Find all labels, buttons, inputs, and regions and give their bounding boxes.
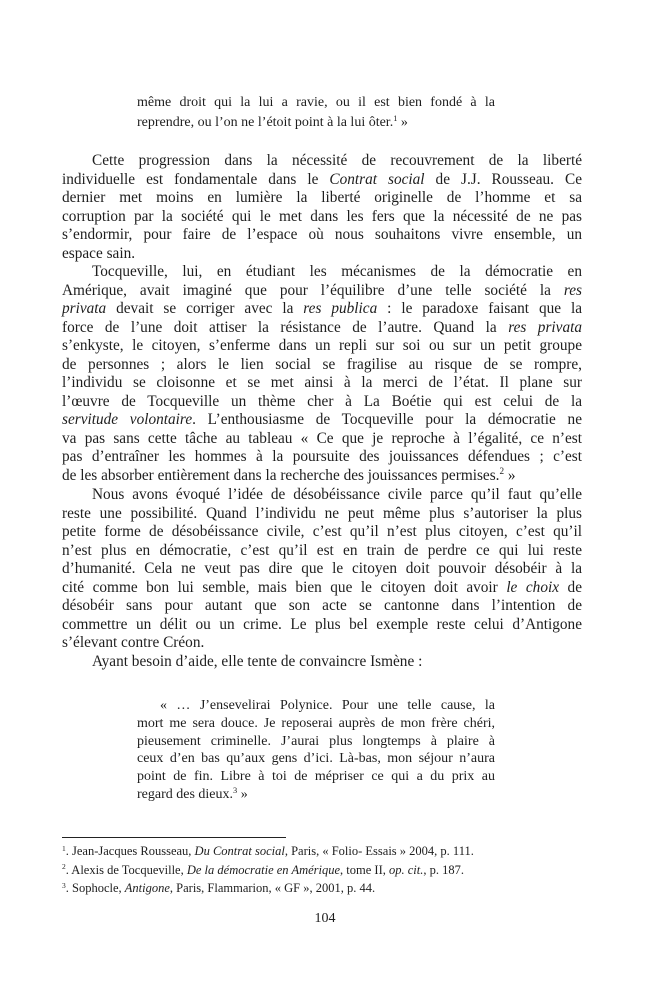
text-segment: Ayant besoin d’aide, elle tente de convaincre Ismène : <box>92 652 423 670</box>
text-segment: devait se corriger avec la <box>106 300 304 317</box>
quote-line <box>137 93 495 113</box>
footnotes <box>62 843 622 899</box>
text-segment: s’élevant contre Créon. <box>62 634 205 651</box>
text-segment: Amérique, avait imaginé que pour l’équilibre d’une telle société la <box>62 281 564 299</box>
footnote-marker: 1 <box>393 113 398 123</box>
paragraph-line <box>62 226 582 245</box>
footnote-marker: 3 <box>62 880 66 890</box>
paragraph-line <box>62 616 582 635</box>
quote-line <box>137 113 495 134</box>
paragraph-line <box>62 634 582 653</box>
text-segment: : le paradoxe faisant que la <box>377 300 582 317</box>
text-segment: s’enkyste, le citoyen, s’enferme dans un repli sur soi ou sur un petit groupe <box>62 337 582 354</box>
body-text <box>62 152 582 671</box>
text-segment: ceux d’en bas qu’aux gens d’ici. Là-bas, mon séjour n’aura <box>137 751 495 767</box>
quote-line <box>137 733 495 751</box>
quote-line <box>137 750 495 768</box>
text-segment: , Paris, « Folio- Essais » 2004, p. 111. <box>284 844 474 858</box>
text-segment: cité comme bon lui semble, mais bien que le citoyen doit avoir <box>62 578 507 596</box>
footnote-marker: 1 <box>62 843 66 853</box>
text-segment: n’est plus en démocratie, c’est qu’il est en train de perdre ce qui lui reste <box>62 541 582 559</box>
paragraph-line <box>62 411 582 430</box>
paragraph-line <box>62 374 582 393</box>
page-number: 104 <box>314 911 336 926</box>
quote-line <box>137 715 495 733</box>
italic-text: res publica <box>303 300 378 317</box>
text-segment: reste une possibilité. Quand l’individu ne peut même plus s’autoriser la plus <box>62 504 582 522</box>
paragraph-line <box>62 505 582 524</box>
text-segment: désobéir sans pour autant que son acte se cantonne dans l’intention de <box>62 597 582 614</box>
text-segment: de personnes ; alors le lien social se fragilise au risque de se rompre, <box>62 355 582 373</box>
text-segment: corruption par la société qui le met dans les fers que la nécessité de ne pas <box>62 207 582 225</box>
footnote <box>62 880 622 899</box>
text-segment: « … J’ensevelirai Polynice. Pour une telle cause, la <box>160 698 495 713</box>
text-segment: individuelle est fondamentale dans le <box>62 170 330 188</box>
footnote <box>62 843 622 862</box>
paragraph-line <box>62 597 582 616</box>
paragraph-line <box>62 245 582 264</box>
text-segment: Tocqueville, lui, en étudiant les mécanismes de la démocratie en <box>92 263 582 280</box>
italic-text: Du Contrat social <box>194 844 285 858</box>
text-segment: Cette progression dans la nécessité de recouvrement de la liberté <box>92 152 582 169</box>
paragraph-line <box>62 263 582 282</box>
italic-text: De la démocratie en Amérique <box>186 862 341 877</box>
text-segment: dernier met moins en lumière la liberté originelle de l’homme et sa <box>62 189 582 206</box>
block-quote-antigone <box>137 697 495 805</box>
text-segment: force de l’une doit attiser la résistance de l’autre. Quand la <box>62 318 509 336</box>
text-segment: Nous avons évoqué l’idée de désobéissance civile parce qu’il faut qu’elle <box>92 486 582 503</box>
paragraph-line <box>62 467 582 487</box>
text-segment: va pas sans cette tâche au tableau « Ce que je reproche à l’égalité, ce n’est <box>62 429 582 447</box>
paragraph-line <box>62 152 582 171</box>
paragraph-line <box>62 430 582 449</box>
paragraph-line <box>62 208 582 227</box>
paragraph-line <box>62 300 582 319</box>
paragraph-line <box>62 486 582 505</box>
paragraph-line <box>62 337 582 356</box>
paragraph-line <box>62 282 582 301</box>
footnote-marker: 3 <box>233 786 238 796</box>
text-segment: , p. 187. <box>423 862 464 877</box>
text-segment: de <box>559 578 582 596</box>
text-segment: » <box>397 114 408 130</box>
text-segment: reprendre, ou l’on ne l’étoit point à la lui ôter. <box>137 114 394 130</box>
paragraph-line <box>62 542 582 561</box>
paragraph-line <box>62 189 582 208</box>
italic-text: res <box>563 281 582 299</box>
italic-text: op. cit. <box>389 862 424 877</box>
quote-line <box>137 768 495 786</box>
text-segment: mort me sera douce. Je reposerai auprès de mon frère chéri, <box>137 715 495 731</box>
footnote-marker: 2 <box>62 862 66 872</box>
text-segment: de les absorber entièrement dans la recherche des jouissances permises. <box>62 466 500 484</box>
text-segment: l’œuvre de Tocqueville un thème cher à La Boétie qui est celui de la <box>62 392 582 410</box>
text-segment: regard des dieux. <box>137 786 234 802</box>
paragraph-line <box>62 448 582 467</box>
quote-line <box>137 697 495 715</box>
italic-text: privata <box>62 300 107 317</box>
text-segment: . L’enthousiasme de Tocqueville pour la démocratie ne <box>192 411 582 428</box>
text-segment: même droit qui la lui a ravie, ou il est bien fondé à la <box>137 95 495 110</box>
text-segment: point de fin. Libre à toi de mépriser ce qui a du prix au <box>137 769 495 785</box>
text-segment: commettre un délit ou un crime. Le plus bel exemple reste celui d’Antigone <box>62 615 582 633</box>
paragraph-line <box>62 393 582 412</box>
italic-text: servitude volontaire <box>62 411 193 428</box>
paragraph-line <box>62 653 582 672</box>
text-segment: . Alexis de Tocqueville, <box>65 862 187 877</box>
italic-text: Antigone <box>124 881 170 895</box>
text-segment: petite forme de désobéissance civile, c’est qu’il n’est plus citoyen, c’est qu’il <box>62 523 582 540</box>
text-segment: » <box>237 786 248 802</box>
text-segment: . Sophocle, <box>65 881 125 895</box>
paragraph-line <box>62 579 582 598</box>
text-segment: , Paris, Flammarion, « GF », 2001, p. 44. <box>169 881 376 895</box>
italic-text: le choix <box>506 578 560 596</box>
footnote-marker: 2 <box>499 466 505 477</box>
paragraph-line <box>62 523 582 542</box>
text-segment: d’humanité. Cela ne veut pas dire que le citoyen doit pouvoir désobéir à la <box>62 560 582 577</box>
paragraph-line <box>62 560 582 579</box>
text-segment: » <box>504 466 516 484</box>
footnote-divider <box>62 837 286 838</box>
paragraph-line <box>62 171 582 190</box>
text-segment: . Jean-Jacques Rousseau, <box>65 844 195 858</box>
text-segment: pieusement criminelle. J’aurai plus longtemps à plaire à <box>137 733 495 749</box>
footnote <box>62 862 622 881</box>
paragraph-line <box>62 319 582 338</box>
text-segment: l’individu se cloisonne et se met ainsi à la merci de l’état. Il plane sur <box>62 374 582 391</box>
block-quote-rousseau <box>137 93 495 133</box>
text-segment: de J.J. Rousseau. Ce <box>424 170 582 188</box>
text-segment: s’endormir, pour faire de l’espace où nous souhaitons vivre ensemble, un <box>62 226 582 243</box>
text-segment: espace sain. <box>62 244 136 262</box>
italic-text: res privata <box>508 318 582 336</box>
italic-text: Contrat social <box>329 170 425 188</box>
quote-line <box>137 786 495 805</box>
text-segment: , tome II, <box>340 862 389 877</box>
paragraph-line <box>62 356 582 375</box>
text-segment: pas d’entraîner les hommes à la poursuite des jouissances défendues ; c’est <box>62 448 582 465</box>
